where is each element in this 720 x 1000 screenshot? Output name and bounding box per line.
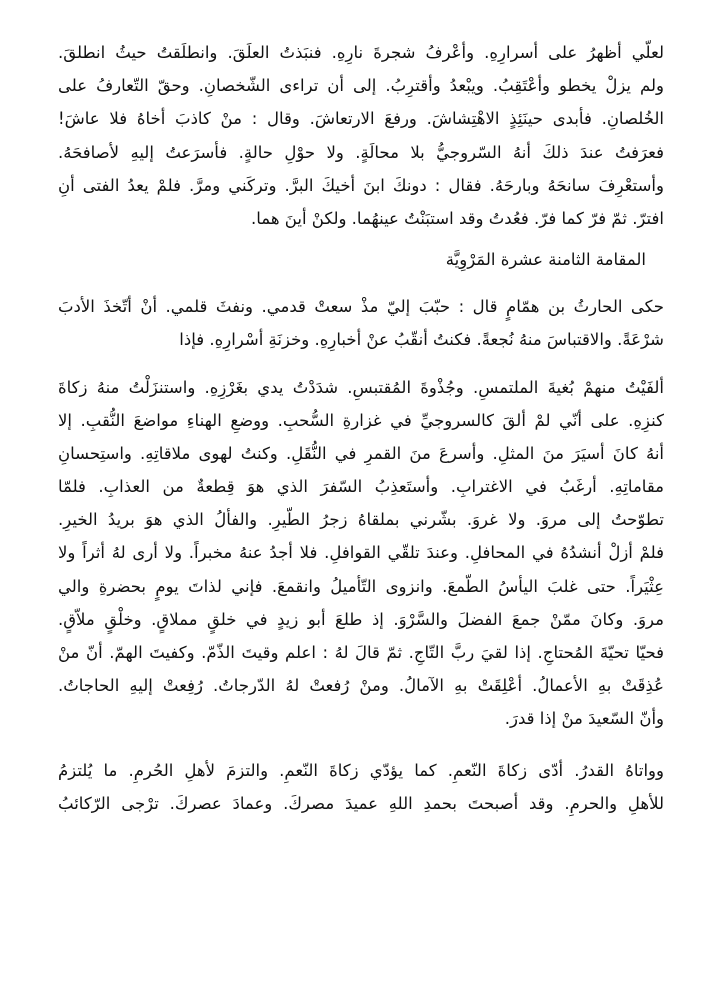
paragraph-2 [58, 290, 664, 356]
text-line: مروَ. وكانَ ممّنْ جمعَ الفضلَ والسَّرْوَ. إذ طلعَ أبو زيدٍ في خلقٍ مملاقٍ. وخلْقٍ ملاّقٍ. [58, 609, 664, 629]
text-line: شرْعَةً. والاقتباسَ منهُ نُجعةً. فكنتُ أنقّبُ عنْ أخبارِهِ. وخزنَةِ أسْرارِهِ. فإذا [179, 330, 664, 350]
paragraph-1 [58, 36, 664, 235]
text-line: مقاماتِهِ. أرغَبُ في الاغترابِ. وأستَعذِبُ السّفرَ الذي هوَ قِطعةٌ من العذابِ. فلمّا [58, 477, 664, 497]
paragraph-3 [58, 371, 664, 736]
text-line: حكى الحارثُ بن همّامٍ قال : حبّبَ إليّ مذْ سعتْ قدمي. ونفثَ قلمي. أنْ أتّخذَ الأدبَ [58, 297, 664, 317]
text-line: لعلّي أظهرُ على أسرارِهِ. وأعْرفُ شجرةَ نارِهِ. فنبَذتُ العلَقَ. وانطلَقتُ حيثُ انطلقَ. [58, 43, 664, 62]
paragraph-4 [58, 754, 664, 820]
text-line: وأستعْرِفَ سانحَهُ وبارحَهُ. فقال : دونكَ ابنَ أخيكَ البرَّ. وتركَني ومرَّ. فلمْ يعدُ الفتى أنِ [58, 175, 664, 195]
section-heading: المقامة الثامنة عشرة المَرْوِيَّة [445, 250, 646, 270]
text-line: وواتاهُ القدرُ. أدّى زكاةَ النّعمِ. كما يؤدّي زكاةَ النّعمِ. والتزمَ لأهلِ الحُرمِ. ما يُلتزمُ [58, 760, 664, 780]
text-line: ألفَيْتُ منهمْ بُغيةَ الملتمسِ. وجُذْوةَ المُقتبسِ. شدَدْتُ يدي بغَرْزِهِ. واستنزَلْتُ منهُ زكاةَ [58, 377, 664, 397]
section-heading-block [58, 243, 664, 276]
text-line: ولم يزلْ يخطو وأعْتَقِبُ. ويبْعدُ وأقترِبُ. إلى أن تراءى الشّخصانِ. وحقّ التّعارفُ على [58, 76, 664, 96]
document-page [58, 36, 664, 820]
text-line: وأنّ السّعيدَ منْ إذا قدرَ. [504, 709, 664, 729]
text-line: عُذِقَتْ بهِ الأعمالُ. أعْلِقَتْ بهِ الآمالُ. ومنْ رُفعتْ لهُ الدّرجاتُ. رُفِعتْ إليهِ الحاجاتُ. [58, 676, 664, 696]
text-line: فعرَفتُ عندَ ذلكَ أنهُ السّروجيُّ بلا محالَةٍ. ولا حوْلِ حالةٍ. فأسرَعتُ إليهِ لأصافحَهُ. [58, 142, 664, 162]
text-line: تطوّحتُ إلى مروَ. ولا غروَ. بشّرني بملقاهُ زجرُ الطّيرِ. والفألُ الذي هوَ بريدُ الخيرِ. [58, 510, 664, 530]
text-line: فلمْ أزلْ أنشدُهُ في المحافلِ. وعندَ تلقّي القوافلِ. فلا أجدُ عنهُ مخبراً. ولا أرى لهُ أثراً ولا [58, 543, 664, 563]
text-line: الخُلصانِ. فأبدى حينَئِذٍ الاهْتِشاشَ. ورفعَ الارتعاشَ. وقال : منْ كاذبَ أخاهُ فلا عاشَ! [58, 109, 664, 129]
text-line: افترّ. ثمّ فرّ كما فرّ. فعُدتُ وقد استبَنْتُ عينهُما. ولكنْ أينَ هما. [251, 208, 664, 228]
text-line: أنهُ كانَ أسيَرَ منَ المثلِ. وأسرعَ منَ القمرِ في النُّقَلِ. وكنتُ لهوى ملاقاتِهِ. واستِحسانِ [58, 443, 664, 463]
text-line: للأهلِ والحرمِ. وقد أصبحتَ بحمدِ اللهِ عميدَ مصركَ. وعمادَ عصركَ. ترْجى الرّكائبُ [58, 793, 664, 813]
text-line: عِثْيَراً. حتى غلبَ اليأسُ الطّمعَ. وانزوى التّأميلُ وانقمعَ. فإني لذاتَ يومٍ بحضرةِ والي [58, 576, 664, 596]
text-line: كنزِهِ. على أنّي لمْ ألقَ كالسروجيِّ في غزارةِ السُّحبِ. ووضعِ الهناءِ مواضعَ النُّقبِ. إلا [58, 410, 664, 430]
text-line: فحيّا تحيّةَ المُحتاجِ. إذا لقيَ ربَّ التّاجِ. ثمّ قالَ لهُ : اعلم وقيتَ الذّمّ. وكفيتَ الهمّ. أنّ منْ [58, 643, 664, 662]
